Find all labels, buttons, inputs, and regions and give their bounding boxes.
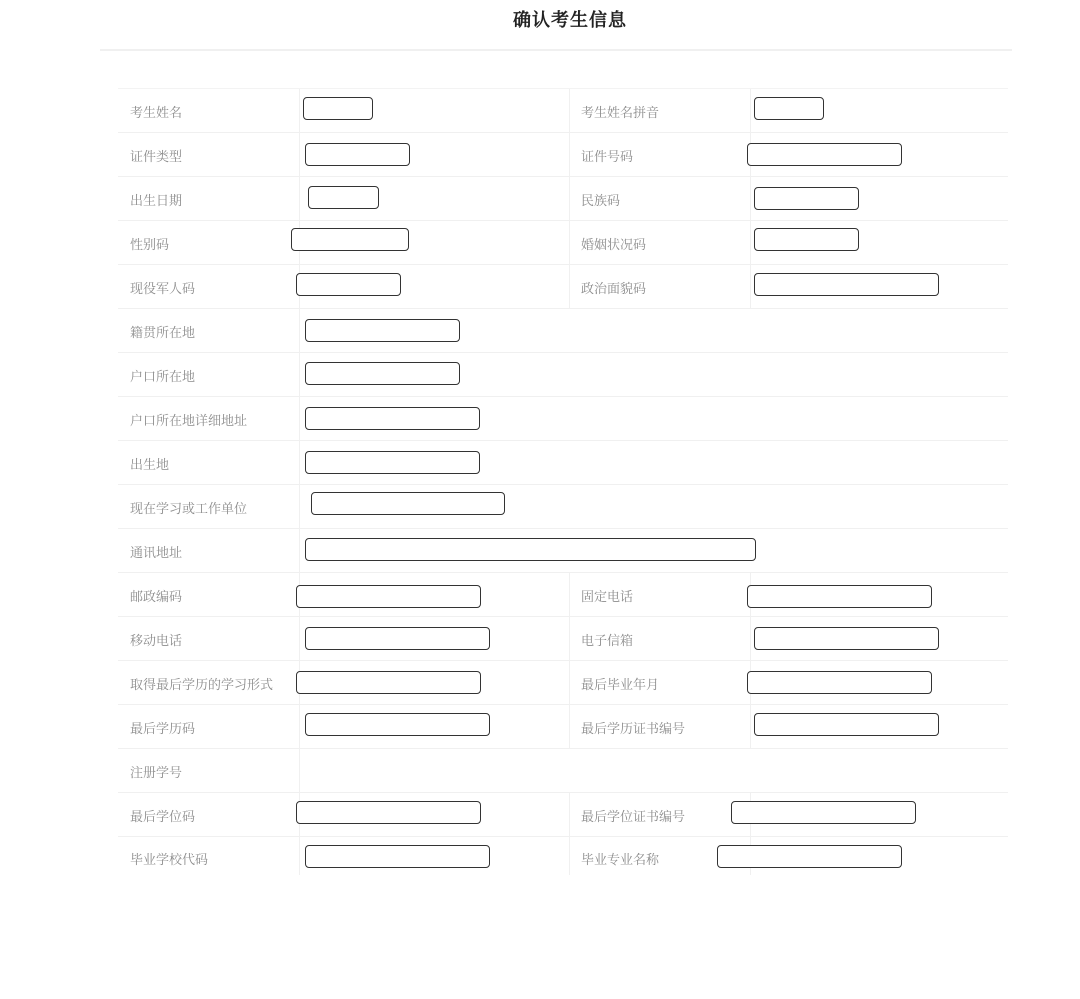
- birthplace-label: 出生地: [130, 458, 170, 473]
- mobile-field[interactable]: [305, 627, 490, 650]
- landline-label: 固定电话: [581, 590, 634, 605]
- postal-code-label: 邮政编码: [130, 590, 183, 605]
- column-divider: [750, 705, 751, 748]
- title-divider: [100, 49, 1012, 51]
- email-label: 电子信箱: [581, 634, 634, 649]
- last-graduation-date-field[interactable]: [747, 671, 932, 694]
- native-place-label: 籍贯所在地: [130, 326, 196, 341]
- gender-code-label: 性别码: [130, 238, 170, 253]
- form-row-native-place: [118, 309, 1008, 353]
- column-divider: [750, 221, 751, 264]
- name-pinyin-label: 考生姓名拼音: [581, 106, 660, 121]
- mailing-address-label: 通讯地址: [130, 546, 183, 561]
- form-row-last-study: [118, 661, 1008, 705]
- name-label: 考生姓名: [130, 106, 183, 121]
- form-row-gender: [118, 221, 1008, 265]
- last-graduation-date-label: 最后毕业年月: [581, 678, 660, 693]
- last-study-form-field[interactable]: [296, 671, 481, 694]
- email-field[interactable]: [754, 627, 939, 650]
- household-address-label: 户口所在地详细地址: [130, 414, 248, 429]
- graduate-school-code-field[interactable]: [305, 845, 490, 868]
- postal-code-field[interactable]: [296, 585, 481, 608]
- form-row-work-unit: [118, 485, 1008, 529]
- name-pinyin-field[interactable]: [754, 97, 824, 120]
- form-row-birth: [118, 177, 1008, 221]
- last-study-form-label: 取得最后学历的学习形式: [130, 678, 274, 693]
- form-row-birthplace: [118, 441, 1008, 485]
- last-degree-level-code-field[interactable]: [305, 713, 490, 736]
- last-degree-cert-number-field[interactable]: [731, 801, 916, 824]
- form-row-id: [118, 133, 1008, 177]
- id-type-label: 证件类型: [130, 150, 183, 165]
- last-degree-cert-number-label: 最后学位证书编号: [581, 810, 686, 825]
- current-work-unit-label: 现在学习或工作单位: [130, 502, 248, 517]
- last-diploma-number-field[interactable]: [754, 713, 939, 736]
- last-degree-level-code-label: 最后学历码: [130, 722, 196, 737]
- id-number-field[interactable]: [747, 143, 902, 166]
- form-row-graduate-school: [118, 837, 1008, 875]
- form-row-household-address: [118, 397, 1008, 441]
- id-number-label: 证件号码: [581, 150, 634, 165]
- candidate-info-form: [118, 88, 1008, 875]
- birth-date-field[interactable]: [308, 186, 379, 209]
- veteran-code-label: 现役军人码: [130, 282, 196, 297]
- form-row-mailing-address: [118, 529, 1008, 573]
- ethnicity-code-label: 民族码: [581, 194, 621, 209]
- political-status-code-field[interactable]: [754, 273, 939, 296]
- column-divider: [750, 617, 751, 660]
- graduate-school-code-label: 毕业学校代码: [130, 853, 209, 868]
- birthplace-field[interactable]: [305, 451, 480, 474]
- last-diploma-number-label: 最后学历证书编号: [581, 722, 686, 737]
- household-address-field[interactable]: [305, 407, 480, 430]
- current-work-unit-field[interactable]: [311, 492, 505, 515]
- form-row-household-location: [118, 353, 1008, 397]
- column-divider: [750, 265, 751, 308]
- political-status-code-label: 政治面貌码: [581, 282, 647, 297]
- marital-status-code-label: 婚姻状况码: [581, 238, 647, 253]
- page-title: 确认考生信息: [513, 10, 627, 31]
- ethnicity-code-field[interactable]: [754, 187, 859, 210]
- mailing-address-field[interactable]: [305, 538, 756, 561]
- last-degree-code-label: 最后学位码: [130, 810, 196, 825]
- form-row-registration: [118, 749, 1008, 793]
- column-divider: [750, 177, 751, 220]
- household-location-label: 户口所在地: [130, 370, 196, 385]
- landline-field[interactable]: [747, 585, 932, 608]
- gender-code-field[interactable]: [291, 228, 409, 251]
- mobile-label: 移动电话: [130, 634, 183, 649]
- form-row-postal: [118, 573, 1008, 617]
- id-type-field[interactable]: [305, 143, 410, 166]
- birth-date-label: 出生日期: [130, 194, 183, 209]
- marital-status-code-field[interactable]: [754, 228, 859, 251]
- form-row-last-degree-level: [118, 705, 1008, 749]
- graduate-major-name-label: 毕业专业名称: [581, 853, 660, 868]
- form-row-veteran: [118, 265, 1008, 309]
- form-row-mobile: [118, 617, 1008, 661]
- graduate-major-name-field[interactable]: [717, 845, 902, 868]
- household-location-field[interactable]: [305, 362, 460, 385]
- native-place-field[interactable]: [305, 319, 460, 342]
- column-divider: [750, 89, 751, 132]
- registration-number-label: 注册学号: [130, 766, 183, 781]
- form-row-name: [118, 89, 1008, 133]
- veteran-code-field[interactable]: [296, 273, 401, 296]
- last-degree-code-field[interactable]: [296, 801, 481, 824]
- name-field[interactable]: [303, 97, 373, 120]
- form-row-last-degree: [118, 793, 1008, 837]
